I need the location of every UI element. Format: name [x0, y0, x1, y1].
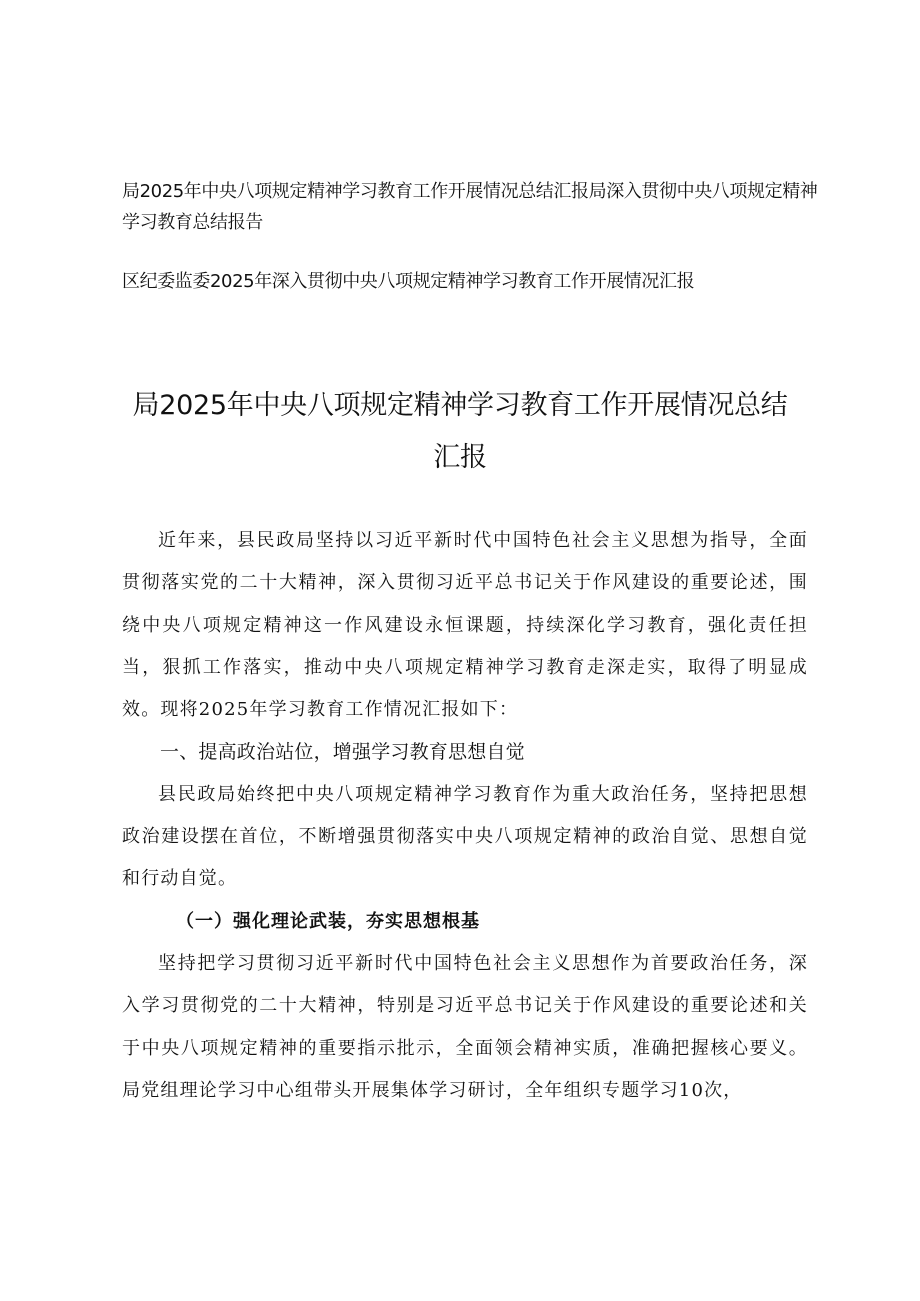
document-title-line-1: 局2025年中央八项规定精神学习教育工作开展情况总结	[132, 390, 788, 421]
subsection-heading-1: （一）强化理论武装，夯实思想根基	[176, 910, 480, 932]
toc-entry-1: 局2025年中央八项规定精神学习教育工作开展情况总结汇报局深入贯彻中央八项规定精神学习教育总结报告	[122, 181, 818, 233]
toc-entry-2: 区纪委监委2025年深入贯彻中央八项规定精神学习教育工作开展情况汇报	[122, 271, 695, 292]
subsection-1-paragraph: 坚持把学习贯彻习近平新时代中国特色社会主义思想作为首要政治任务，深入学习贯彻党的二十大精神，特别是习近平总书记关于作风建设的重要论述和关于中央八项规定精神的重要指示批示，全面领会精神实质，准确把握核心要义。局党组理论学习中心组带头开展集体学习研讨，全年组织专题学习10次，	[122, 952, 808, 1101]
section-1-paragraph: 县民政局始终把中央八项规定精神学习教育作为重大政治任务，坚持把思想政治建设摆在首位，不断增强贯彻落实中央八项规定精神的政治自觉、思想自觉和行动自觉。	[122, 783, 808, 890]
document-body	[122, 520, 808, 1112]
intro-paragraph: 近年来，县民政局坚持以习近平新时代中国特色社会主义思想为指导，全面贯彻落实党的二十大精神，深入贯彻习近平总书记关于作风建设的重要论述，围绕中央八项规定精神这一作风建设永恒课题，持续深化学习教育，强化责任担当，狠抓工作落实，推动中央八项规定精神学习教育走深走实，取得了明显成效。现将2025年学习教育工作情况汇报如下：	[122, 530, 808, 721]
document-title-line-2: 汇报	[433, 442, 487, 473]
document-title	[100, 380, 820, 484]
section-heading-1: 一、提高政治站位，增强学习教育思想自觉	[160, 741, 525, 764]
